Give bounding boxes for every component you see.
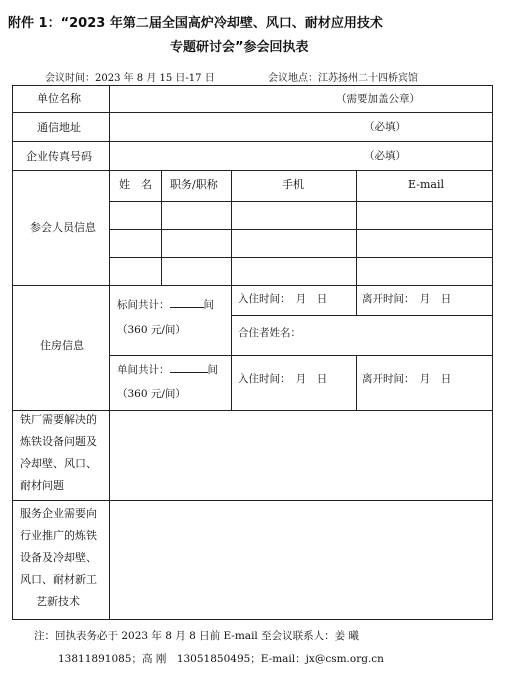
note-line-2: 13811891085；高 刚 13051850495；E-mail：jx@csm.org.cn [58,653,384,665]
standard-checkin: 入住时间： 月 日 [238,293,328,305]
header-phone: 手机 [282,178,304,191]
service-tech-line-1: 服务企业需要向 [20,507,97,520]
single-checkout: 离开时间： 月 日 [362,373,452,385]
steel-issues-line-3: 冷却壁、风口、 [20,457,97,470]
steel-issues-line-4: 耐材问题 [20,479,64,492]
address-label: 通信地址 [37,121,81,134]
single-room-count: 单间共计： 间 [117,364,218,376]
service-tech-line-4: 风口、耐材新工 [20,573,97,586]
company-name-label: 单位名称 [37,92,81,105]
title-line-2: 专题研讨会”参会回执表 [170,40,309,55]
steel-issues-line-1: 铁厂需要解决的 [20,413,97,426]
steel-issues-line-2: 炼铁设备问题及 [20,435,97,448]
roommate-name: 合住者姓名： [238,327,301,339]
meeting-time: 会议时间：2023 年 8 月 15 日-17 日 [45,73,215,84]
note-line-1: 注：回执表务必于 2023 年 8 月 8 日前 E-mail 至会议联系人：姜 曦 [34,630,359,642]
header-email: E-mail [408,178,444,191]
standard-room-count: 标间共计： 间 [117,299,214,311]
standard-room-price: （360 元/间） [117,324,186,336]
single-checkin: 入住时间： 月 日 [238,373,328,385]
standard-checkout: 离开时间： 月 日 [362,293,452,305]
attendees-label: 参会人员信息 [30,221,96,234]
service-tech-line-5: 艺新技术 [36,595,80,608]
header-title: 职务/职称 [170,178,218,191]
lodging-label: 住房信息 [40,339,84,352]
title-line-1: 附件 1：“2023 年第二届全国高炉冷却壁、风口、耐材应用技术 [8,16,383,31]
address-hint: （必填） [364,121,406,133]
fax-label: 企业传真号码 [26,150,92,163]
company-name-hint: （需要加盖公章） [336,93,420,105]
single-room-price: （360 元/间） [117,388,186,400]
service-tech-line-2: 行业推广的炼铁 [20,529,97,542]
meeting-place: 会议地点：江苏扬州二十四桥宾馆 [268,73,418,84]
fax-hint: （必填） [364,150,406,162]
service-tech-line-3: 设备及冷却壁、 [20,551,97,564]
header-name: 姓 名 [119,178,152,191]
